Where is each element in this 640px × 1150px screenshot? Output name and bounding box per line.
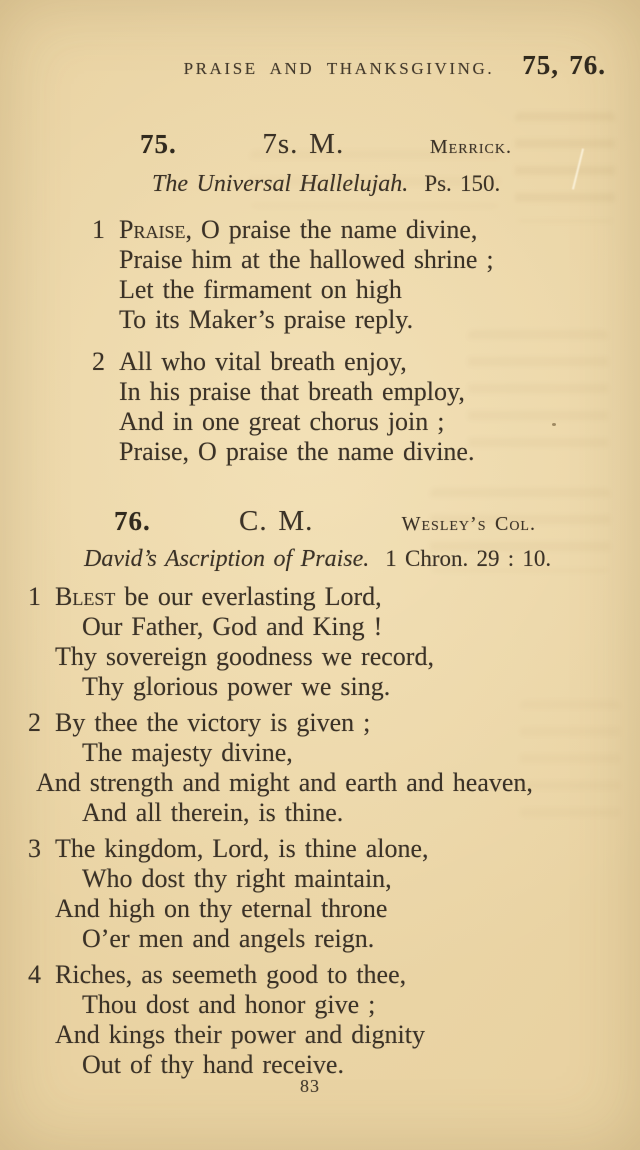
stanza-76-3 (28, 834, 640, 954)
verse-line-text: All who vital breath enjoy, (119, 347, 407, 376)
verse-line: Our Father, God and King ! (82, 612, 383, 641)
hymn-meter: C. M. (238, 505, 314, 537)
stanza-lines (55, 960, 640, 1080)
verse-line: And kings their power and dignity (55, 1020, 425, 1049)
verse-line: In his praise that breath employ, (119, 377, 465, 406)
verse-line (55, 582, 640, 612)
verse-line-text: By thee the victory is given ; (55, 708, 371, 737)
lead-word: Praise, (119, 215, 192, 244)
scripture-reference: Ps. 150. (424, 171, 501, 196)
stanza-number: 3 (28, 834, 41, 863)
stanza-76-4 (28, 960, 640, 1080)
page-show-through (468, 330, 608, 460)
stanza-number: 1 (28, 582, 41, 611)
stanza-number: 2 (28, 708, 41, 737)
running-header-hymn-numbers: 75, 76. (522, 50, 606, 80)
stanza-76-1 (28, 582, 640, 702)
verse-line: And strength and might and earth and heaven, (36, 768, 533, 797)
verse-line: Who dost thy right maintain, (82, 864, 392, 893)
hymn-meter: 7s. M. (262, 128, 345, 160)
verse-line-text: O praise the name divine, (191, 215, 478, 244)
hymn-number: 76. (114, 506, 151, 536)
verse-line (55, 960, 640, 990)
running-header-title: PRAISE AND THANKSGIVING. (183, 59, 495, 78)
verse-line: And in one great chorus join ; (119, 407, 445, 436)
stanza-75-1 (92, 215, 640, 335)
page-show-through (520, 700, 620, 820)
hymn-subtitle: David’s Ascription of Praise. (84, 546, 370, 572)
verse-line (55, 834, 640, 864)
page-show-through (250, 150, 500, 208)
paper-speck (552, 423, 556, 426)
verse-line: Thou dost and honor give ; (82, 990, 376, 1019)
verse-line: Praise, O praise the name divine. (119, 437, 475, 466)
verse-line-text: be our everlasting Lord, (115, 582, 382, 611)
verse-line: And high on thy eternal throne (55, 894, 388, 923)
hymn-source: Wesley’s Col. (401, 513, 536, 535)
verse-line-text: The kingdom, Lord, is thine alone, (55, 834, 429, 863)
page-show-through (515, 112, 615, 222)
hymn-source: Merrick. (429, 136, 512, 158)
verse-line: Let the firmament on high (119, 275, 402, 304)
lead-word: Blest (55, 582, 116, 611)
hymn-number: 75. (140, 129, 177, 159)
running-header (0, 0, 640, 82)
verse-line-text: Riches, as seemeth good to thee, (55, 960, 407, 989)
stanza-lines (55, 582, 640, 702)
verse-line: To its Maker’s praise reply. (119, 305, 414, 334)
stanza-number: 4 (28, 960, 41, 989)
page-show-through (430, 488, 610, 572)
page-number: 83 (300, 1076, 320, 1096)
hymn-subtitle: The Universal Hallelujah. (152, 171, 409, 197)
verse-line: Thy sovereign goodness we record, (55, 642, 434, 671)
stanza-number: 1 (92, 215, 105, 244)
verse-line: Thy glorious power we sing. (82, 672, 391, 701)
scripture-reference: 1 Chron. 29 : 10. (385, 546, 552, 571)
verse-line: And all therein, is thine. (82, 798, 344, 827)
verse-line: O’er men and angels reign. (82, 924, 375, 953)
stanza-lines (55, 834, 640, 954)
stanza-lines (119, 215, 640, 335)
verse-line: The majesty divine, (82, 738, 293, 767)
verse-line: Praise him at the hallowed shrine ; (119, 245, 494, 274)
verse-line: Out of thy hand receive. (82, 1050, 344, 1079)
stanza-number: 2 (92, 347, 105, 376)
